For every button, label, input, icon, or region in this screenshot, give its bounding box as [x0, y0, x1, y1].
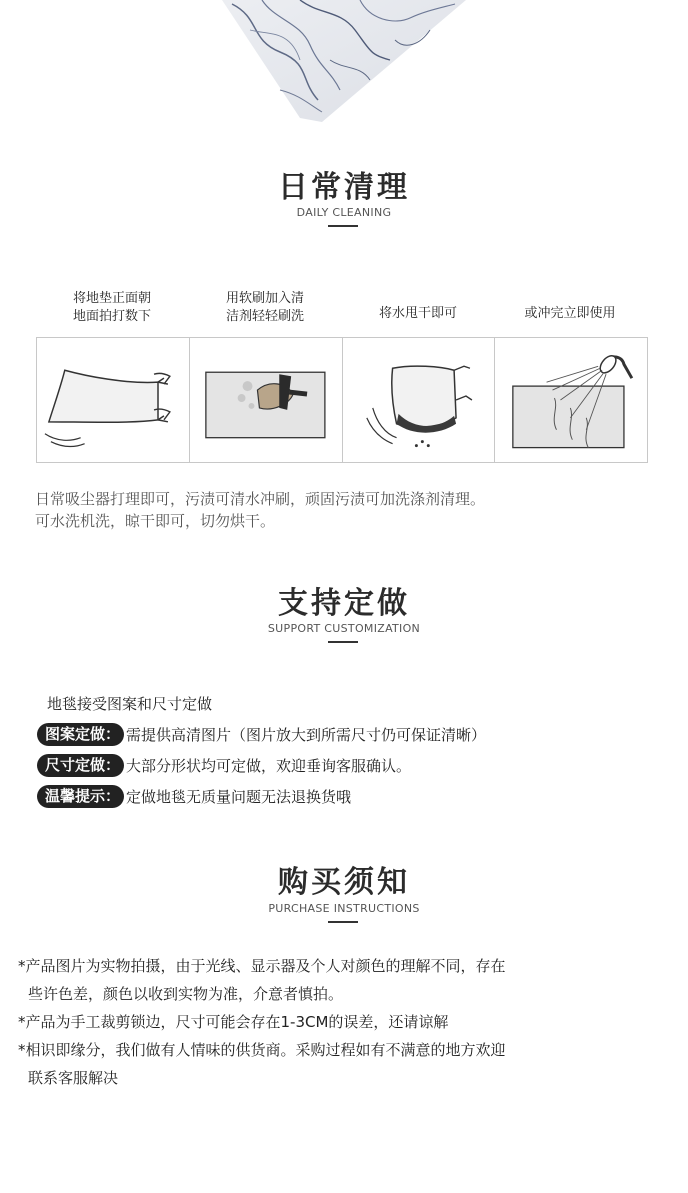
note-1-line-1: *产品图片为实物拍摄，由于光线、显示器及个人对颜色的理解不同，存在	[18, 957, 506, 975]
custom-row-pattern	[37, 722, 486, 746]
custom-row-size	[37, 753, 411, 777]
step-1-cell	[37, 338, 190, 462]
step-3-label: 将水甩干即可	[378, 306, 457, 321]
size-tag: 尺寸定做：	[37, 754, 124, 777]
step-4-cell	[495, 338, 647, 462]
cleaning-title: 日常清理	[278, 170, 410, 205]
cleaning-subtitle: DAILY CLEANING	[296, 206, 392, 219]
purchase-title: 购买须知	[278, 865, 410, 900]
pattern-text: 需提供高清图片（图片放大到所需尺寸仍可保证清晰）	[126, 725, 487, 744]
note-3-line-1: *相识即缘分，我们做有人情味的供货商。采购过程如有不满意的地方欢迎	[18, 1041, 506, 1059]
shake-rug-icon	[37, 338, 189, 462]
cleaning-divider	[328, 225, 358, 227]
tip-text: 定做地毯无质量问题无法退换货哦	[126, 787, 352, 806]
step-4-label: 或冲完立即使用	[524, 306, 616, 321]
custom-subtitle: SUPPORT CUSTOMIZATION	[267, 622, 421, 635]
pattern-tag: 图案定做：	[37, 723, 124, 746]
note-1-line-2: 些许色差，颜色以收到实物为准，介意者慎拍。	[28, 985, 344, 1003]
custom-row-tip	[37, 784, 351, 808]
note-2: *产品为手工裁剪锁边，尺寸可能会存在1-3CM的误差，还请谅解	[18, 1013, 449, 1031]
wring-rug-icon	[343, 338, 495, 462]
step-1-label: 将地垫正面朝 地面拍打数下	[72, 291, 151, 324]
size-text: 大部分形状均可定做，欢迎垂询客服确认。	[126, 756, 412, 775]
step-2-cell	[190, 338, 343, 462]
custom-divider	[328, 641, 358, 643]
shower-rinse-icon	[495, 338, 647, 462]
purchase-notes	[18, 952, 658, 1092]
custom-intro: 地毯接受图案和尺寸定做	[47, 695, 213, 713]
step-3-cell	[343, 338, 496, 462]
marble-rug-photo	[0, 0, 688, 125]
cleaning-description: 日常吸尘器打理即可，污渍可清水冲刷，顽固污渍可加洗涤剂清理。 可水洗机洗，晾干即可，切勿烘干。	[35, 490, 486, 530]
tip-tag: 温馨提示：	[37, 785, 124, 808]
purchase-subtitle: PURCHASE INSTRUCTIONS	[268, 902, 420, 915]
purchase-divider	[328, 921, 358, 923]
custom-title: 支持定做	[278, 586, 410, 621]
cleaning-steps-frame	[36, 337, 648, 463]
note-3-line-2: 联系客服解决	[28, 1069, 119, 1087]
brush-rug-icon	[190, 338, 342, 462]
step-2-label: 用软刷加入清 洁剂轻轻刷洗	[225, 291, 304, 324]
